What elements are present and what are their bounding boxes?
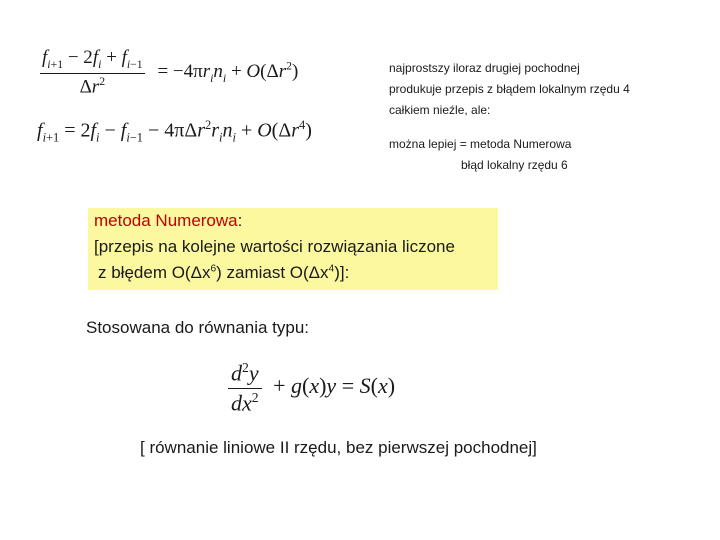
ode-numerator: $d^2y$ <box>228 360 262 389</box>
numerov-error-suffix: )]: <box>334 263 350 282</box>
ode-equation <box>228 360 395 417</box>
side-note-accuracy <box>389 58 630 121</box>
note2-line1: można lepiej = metoda Numerowa <box>389 137 572 151</box>
recurrence-equation: $f_{i+1} = 2f_i - f_{i-1} - 4\pi\Delta r^2r_in_i + O(\Delta r^4)$ <box>37 118 312 145</box>
numerov-error-prefix: z błędem O(Δx <box>98 263 211 282</box>
fd-rhs: = $-4\pi r_in_i + O(\Delta r^2)$ <box>157 59 299 85</box>
ode-fraction <box>228 360 262 417</box>
equation-footnote: [ równanie liniowe II rzędu, bez pierwszej pochodnej] <box>140 438 537 457</box>
ode-denominator: $dx^2$ <box>231 390 259 416</box>
numerov-title-colon: : <box>237 211 243 230</box>
note1-line1: najprostszy iloraz drugiej pochodnej <box>389 61 580 75</box>
numerov-error-exp2: 4 <box>328 263 335 275</box>
fd-denominator: $\Delta r^2$ <box>79 74 106 98</box>
side-note-numerov <box>389 134 571 176</box>
numerov-highlight-box <box>88 208 498 290</box>
applied-label: Stosowana do równania typu: <box>86 318 310 337</box>
numerov-error-exp1: 6 <box>210 263 217 275</box>
note1-line3: całkiem nieźle, ale: <box>389 103 491 117</box>
note2-line2: błąd lokalny rzędu 6 <box>461 158 568 172</box>
numerov-error-line <box>98 263 349 283</box>
numerov-title: metoda Numerowa <box>94 211 238 230</box>
numerov-title-line <box>94 211 242 231</box>
numerov-error-middle: ) zamiast O(Δx <box>216 263 329 282</box>
numerov-description-line: [przepis na kolejne wartości rozwiązania liczone <box>94 237 455 256</box>
fd-fraction <box>40 47 145 98</box>
ode-rhs: + g(x)y = S(x) <box>273 373 396 399</box>
fd-numerator: $f_{i+1} - 2f_i + f_{i-1}$ <box>40 47 145 74</box>
finite-difference-equation <box>40 47 298 98</box>
note1-line2: produkuje przepis z błądem lokalnym rzędu 4 <box>389 82 630 96</box>
